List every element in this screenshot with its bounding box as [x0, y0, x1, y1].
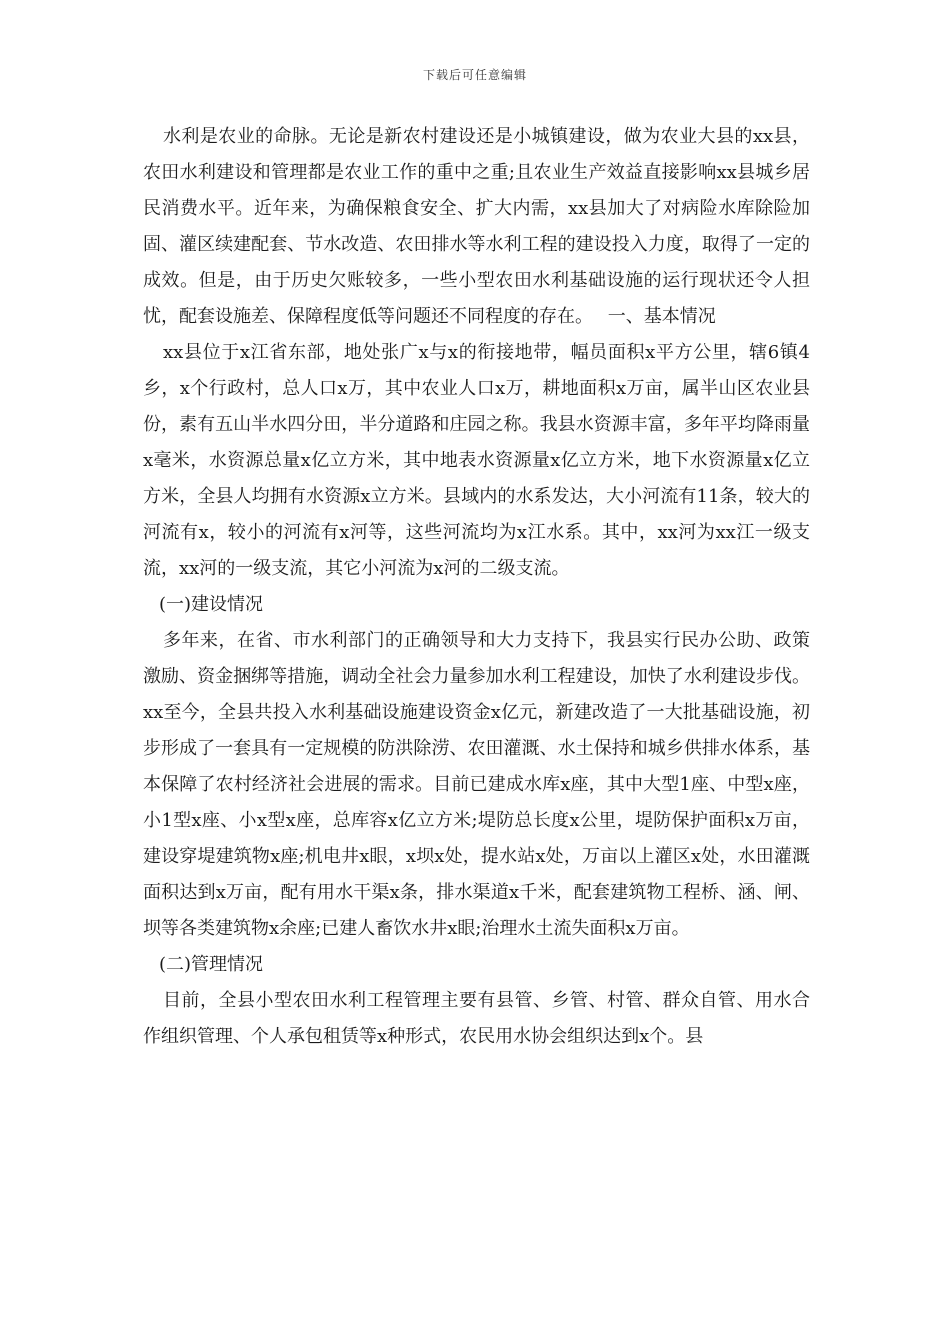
section-heading-construction: (一)建设情况	[159, 594, 264, 615]
section-heading-management: (二)管理情况	[159, 954, 264, 975]
management-paragraph: 目前，全县小型农田水利工程管理主要有县管、乡管、村管、群众自管、用水合作组织管理、个人承包租赁等x种形式，农民用水协会组织达到x个。县	[143, 990, 810, 1047]
document-body	[143, 119, 810, 1055]
construction-paragraph: 多年来，在省、市水利部门的正确领导和大力支持下，我县实行民办公助、政策激励、资金捆绑等措施，调动全社会力量参加水利工程建设，加快了水利建设步伐。xx至今，全县共投入水利基础设施建设资金x亿元，新建改造了一大批基础设施，初步形成了一套具有一定规模的防洪除涝、农田灌溉、水土保持和城乡供排水体系，基本保障了农村经济社会进展的需求。目前已建成水库x座，其中大型1座、中型x座，小1型x座、小x型x座，总库容x亿立方米;堤防总长度x公里，堤防保护面积x万亩，建设穿堤建筑物x座;机电井x眼，x坝x处，提水站x处，万亩以上灌区x处，水田灌溉面积达到x万亩，配有用水干渠x条，排水渠道x千米，配套建筑物工程桥、涵、闸、坝等各类建筑物x余座;已建人畜饮水井x眼;治理水土流失面积x万亩。	[143, 630, 810, 939]
page-header: 下载后可任意编辑	[422, 68, 527, 82]
basic-info-paragraph: xx县位于x江省东部，地处张广x与x的衔接地带，幅员面积x平方公里，辖6镇4乡，x个行政村，总人口x万，其中农业人口x万，耕地面积x万亩，属半山区农业县份，素有五山半水四分田，半分道路和庄园之称。我县水资源丰富，多年平均降雨量x毫米，水资源总量x亿立方米，其中地表水资源量x亿立方米，地下水资源量x亿立方米，全县人均拥有水资源x立方米。县域内的水系发达，大小河流有11条，较大的河流有x，较小的河流有x河等，这些河流均为x江水系。其中，xx河为xx江一级支流，xx河的一级支流，其它小河流为x河的二级支流。	[143, 342, 810, 579]
intro-paragraph: 水利是农业的命脉。无论是新农村建设还是小城镇建设，做为农业大县的xx县，农田水利建设和管理都是农业工作的重中之重;且农业生产效益直接影响xx县城乡居民消费水平。近年来，为确保粮食安全、扩大内需，xx县加大了对病险水库除险加固、灌区续建配套、节水改造、农田排水等水利工程的建设投入力度，取得了一定的成效。但是，由于历史欠账较多，一些小型农田水利基础设施的运行现状还令人担忧，配套设施差、保障程度低等问题还不同程度的存在。 一、基本情况	[143, 126, 810, 327]
